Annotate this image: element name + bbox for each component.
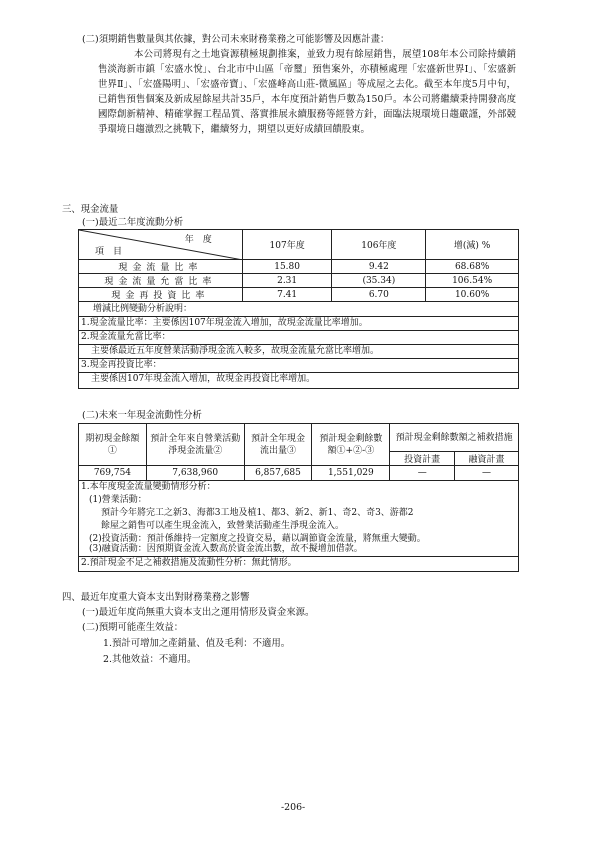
table2-notes-box: [78, 481, 519, 572]
v-cash-outflow: 6,857,685: [244, 466, 312, 481]
h-cash-surplus: 預計現金剩餘數額①+②-③: [312, 424, 390, 466]
note-line: 主要係因107年現金流入增加，故現金再投資比率增加。: [91, 374, 316, 384]
header-item-label: 項 目: [95, 247, 123, 257]
v-opening-cash: 769,754: [79, 466, 147, 481]
h-cash-outflow: 預計全年現金流出量③: [244, 424, 312, 466]
cash-flow-ratio-table: [78, 229, 519, 388]
cell-change: 68.68%: [426, 260, 519, 274]
col-change-header: 增(減) %: [426, 230, 519, 260]
table-row: [79, 260, 519, 274]
h-financing-plan: 融資計畫: [455, 452, 519, 466]
table1-notes-box: [78, 302, 519, 389]
note-line: 1.現金流量比率：主要係因107年現金流入增加，故現金流量比率增加。: [79, 316, 518, 331]
section2-body: 本公司將現有之土地資源積極規劃推案，並致力現有餘屋銷售，展望108年本公司除持續銷售淡海新市鎮「宏盛水悅」、台北市中山區「帝璽」預售案外，亦積極處理「宏盛新世界Ⅰ」、「宏盛新世界Ⅱ」、「宏盛陽明」、「宏盛帝寶」、「宏盛峰高山莊-微風區」等成屋之去化。截至本年度5月中旬，已銷售預售個案及新成屋餘屋共計35戶，本年度預計銷售戶數為150戶。本公司將繼續秉持開發高度國際創新精神、精確掌握工程品質、落實推展永續服務等經營方針，面臨法規環境日趨嚴謹，外部競爭環境日趨激烈之挑戰下，繼續努力，期望以更好成績回饋股東。: [98, 49, 516, 135]
col-106-header: 106年度: [332, 230, 426, 260]
section4-item: (一)最近年度尚無重大資本支出之運用情形及資金來源。: [82, 607, 315, 618]
cell-106: (35.34): [332, 274, 426, 288]
section4-item: 1.預計可增加之產銷量、值及毛利：不適用。: [103, 638, 291, 649]
table1-corner-header: [79, 230, 243, 260]
table-row: [79, 274, 519, 288]
col-107-header: 107年度: [242, 230, 332, 260]
section4-heading: 四、最近年度重大資本支出對財務業務之影響: [62, 592, 250, 603]
note-line: (3)融資活動：因預期資金流入數高於資金流出數，故不擬增加借款。: [79, 543, 518, 557]
section4-item: (二)預期可能產生效益：: [82, 622, 184, 633]
row-label: 現金流量比率: [79, 260, 243, 274]
note-line: 3.現金再投資比率：: [79, 358, 518, 373]
cell-106: 6.70: [332, 288, 426, 302]
note-line: 增減比例變動分析說明：: [79, 302, 518, 317]
section2-heading: (二)須期銷售數量與其依據，對公司未來財務業務之可能影響及因應計畫：: [82, 34, 390, 45]
table1-caption: (一)最近二年度流動分析: [82, 217, 184, 228]
v-operating-cashflow: 7,638,960: [146, 466, 244, 481]
section4-item: 2.其他效益：不適用。: [103, 654, 197, 665]
cell-107: 7.41: [242, 288, 332, 302]
note-line: (1)營業活動：: [89, 495, 147, 505]
note-line: 2.現金流量允當比率：: [79, 330, 518, 345]
cell-change: 106.54%: [426, 274, 519, 288]
liquidity-analysis-table: [78, 423, 519, 572]
row-label: 現金再投資比率: [79, 288, 243, 302]
row-label: 現金流量允當比率: [79, 274, 243, 288]
table-row: [79, 466, 519, 481]
cell-change: 10.60%: [426, 288, 519, 302]
h-remedy-measures: 預計現金剩餘數額之補救措施: [390, 424, 519, 452]
cell-107: 2.31: [242, 274, 332, 288]
cell-106: 9.42: [332, 260, 426, 274]
v-financing-plan: —: [455, 466, 519, 481]
v-cash-surplus: 1,551,029: [312, 466, 390, 481]
header-year-label: 年 度: [184, 235, 212, 245]
table2-caption: (二)未來一年現金流動性分析: [82, 410, 202, 421]
note-line: 餘屋之銷售可以產生現金流入，致營業活動產生淨現金流入。: [101, 521, 345, 531]
h-opening-cash: 期初現金餘額①: [79, 424, 147, 466]
v-investment-plan: —: [390, 466, 455, 481]
h-investment-plan: 投資計畫: [390, 452, 455, 466]
note-line: (2)投資活動：預計係維持一定額度之投資交易，藉以調節資金流量，將無重大變動。: [89, 534, 426, 544]
h-operating-cashflow: 預計全年來自營業活動淨現金流量②: [146, 424, 244, 466]
note-line: 預計今年將完工之新3、海都3工地及植1、都3、新2、新1、奇2、奇3、游都2: [101, 508, 414, 518]
table-row: [79, 288, 519, 302]
section3-heading: 三、現金流量: [62, 204, 119, 215]
note-line: 1.本年度現金流量變動情形分析：: [81, 482, 216, 492]
note-line: 主要係最近五年度營業活動淨現金流入較多，故現金流量允當比率增加。: [79, 344, 518, 359]
page-number: -206-: [281, 802, 306, 813]
note-line: 2.預計現金不足之補救措施及流動性分析：無此情形。: [81, 558, 297, 568]
cell-107: 15.80: [242, 260, 332, 274]
